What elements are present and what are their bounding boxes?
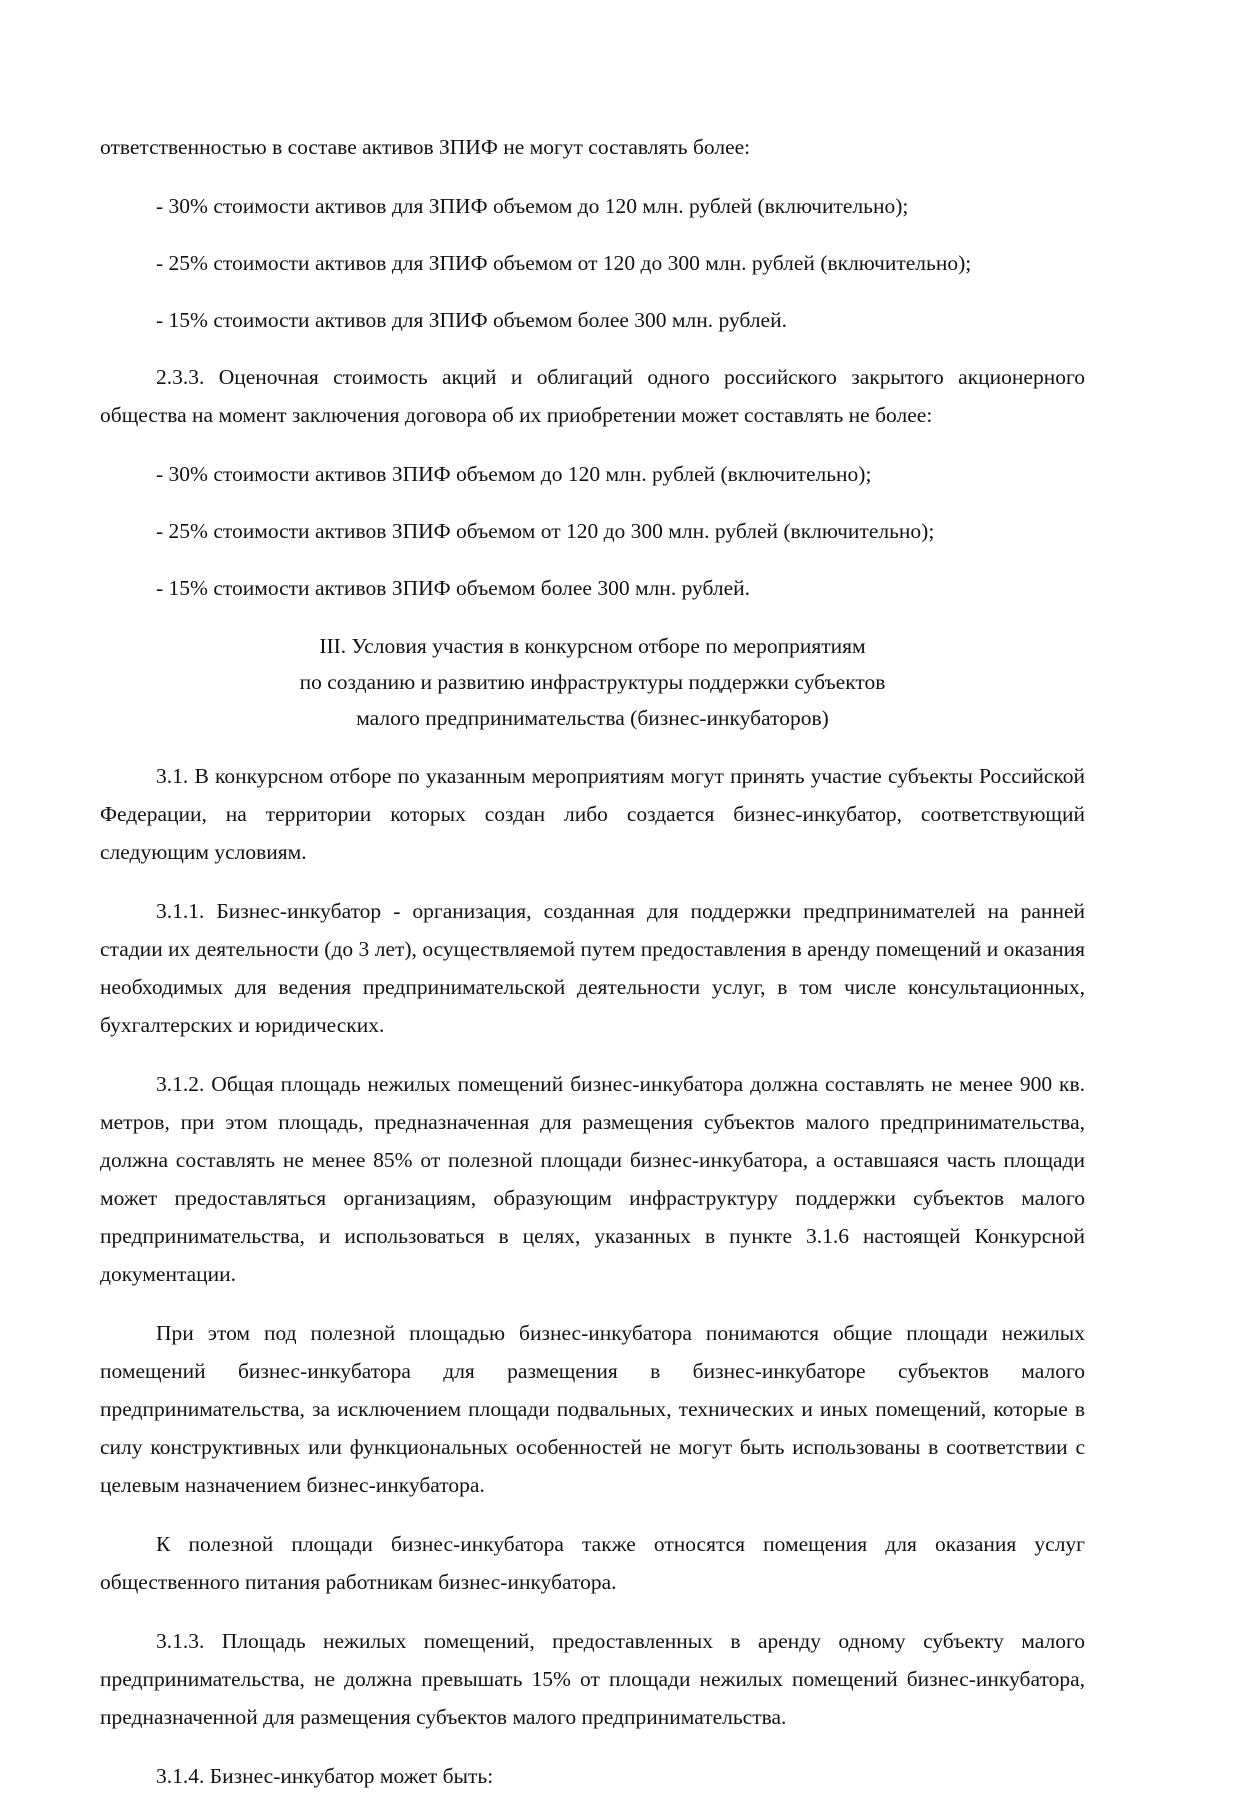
clause-3-1-4: 3.1.4. Бизнес-инкубатор может быть: xyxy=(156,1764,494,1788)
spacer xyxy=(100,1504,1085,1525)
clause-3-1: 3.1. В конкурсном отборе по указанным мероприятиям могут принять участие субъекты Российской Федерации, на территории которых создан либо создается бизнес-инкубатор, соответствующий следующим условиям. xyxy=(100,764,1085,864)
spacer xyxy=(100,493,1085,512)
paragraph-opening-line: ответственностью в составе активов ЗПИФ не могут составлять более: xyxy=(100,135,751,159)
spacer xyxy=(100,607,1085,628)
section-heading-line-1: III. Условия участия в конкурсном отборе по мероприятиям xyxy=(319,634,866,658)
bullet-first-30-percent: - 30% стоимости активов для ЗПИФ объемом до 120 млн. рублей (включительно); xyxy=(156,194,909,218)
spacer xyxy=(100,166,1085,187)
spacer xyxy=(100,339,1085,358)
spacer xyxy=(100,1293,1085,1314)
spacer xyxy=(100,225,1085,244)
spacer xyxy=(100,736,1085,757)
spacer xyxy=(100,1736,1085,1757)
paragraph-useful-area: При этом под полезной площадью бизнес-инкубатора понимаются общие площади нежилых помещений бизнес-инкубатора для размещения в бизнес-инкубаторе субъектов малого предпринимательства, за исключением площади подвальных, технических и иных помещений, которые в силу конструктивных или функциональных особенностей не могут быть использованы в соответствии с целевым назначением бизнес-инкубатора. xyxy=(100,1321,1085,1497)
paragraph-catering-area: К полезной площади бизнес-инкубатора также относятся помещения для оказания услуг общественного питания работникам бизнес-инкубатора. xyxy=(100,1532,1085,1594)
spacer xyxy=(100,1044,1085,1065)
clause-3-1-1: 3.1.1. Бизнес-инкубатор - организация, созданная для поддержки предпринимателей на ранней стадии их деятельности (до 3 лет), осуществляемой путем предоставления в аренду помещений и оказания необходимых для ведения предпринимательской деятельности услуг, в том числе консультационных, бухгалтерских и юридических. xyxy=(100,899,1085,1037)
bullet-second-30-percent: - 30% стоимости активов ЗПИФ объемом до 120 млн. рублей (включительно); xyxy=(156,462,872,486)
clause-3-1-3: 3.1.3. Площадь нежилых помещений, предоставленных в аренду одному субъекту малого предпринимательства, не должна превышать 15% от площади нежилых помещений бизнес-инкубатора, предназначенной для размещения субъектов малого предпринимательства. xyxy=(100,1629,1085,1729)
clause-3-1-2: 3.1.2. Общая площадь нежилых помещений бизнес-инкубатора должна составлять не менее 900 кв. метров, при этом площадь, предназначенная для размещения субъектов малого предпринимательства, должна составлять не менее 85% от полезной площади бизнес-инкубатора, а оставшаяся часть площади может предоставляться организациям, образующим инфраструктуру поддержки субъектов малого предпринимательства, и использоваться в целях, указанных в пункте 3.1.6 настоящей Конкурсной документации. xyxy=(100,1072,1085,1286)
section-heading-line-3: малого предпринимательства (бизнес-инкубаторов) xyxy=(356,706,829,730)
section-heading-iii xyxy=(100,628,1085,736)
section-heading-line-2: по созданию и развитию инфраструктуры поддержки субъектов xyxy=(299,670,886,694)
document-body xyxy=(100,128,1085,1795)
spacer xyxy=(100,434,1085,455)
bullet-first-25-percent: - 25% стоимости активов для ЗПИФ объемом от 120 до 300 млн. рублей (включительно); xyxy=(156,251,972,275)
spacer xyxy=(100,282,1085,301)
spacer xyxy=(100,1601,1085,1622)
spacer xyxy=(100,871,1085,892)
spacer xyxy=(100,550,1085,569)
bullet-second-25-percent: - 25% стоимости активов ЗПИФ объемом от 120 до 300 млн. рублей (включительно); xyxy=(156,519,935,543)
bullet-second-15-percent: - 15% стоимости активов ЗПИФ объемом более 300 млн. рублей. xyxy=(156,576,751,600)
bullet-first-15-percent: - 15% стоимости активов для ЗПИФ объемом более 300 млн. рублей. xyxy=(156,308,787,332)
clause-2-3-3: 2.3.3. Оценочная стоимость акций и облигаций одного российского закрытого акционерного общества на момент заключения договора об их приобретении может составлять не более: xyxy=(100,365,1085,427)
